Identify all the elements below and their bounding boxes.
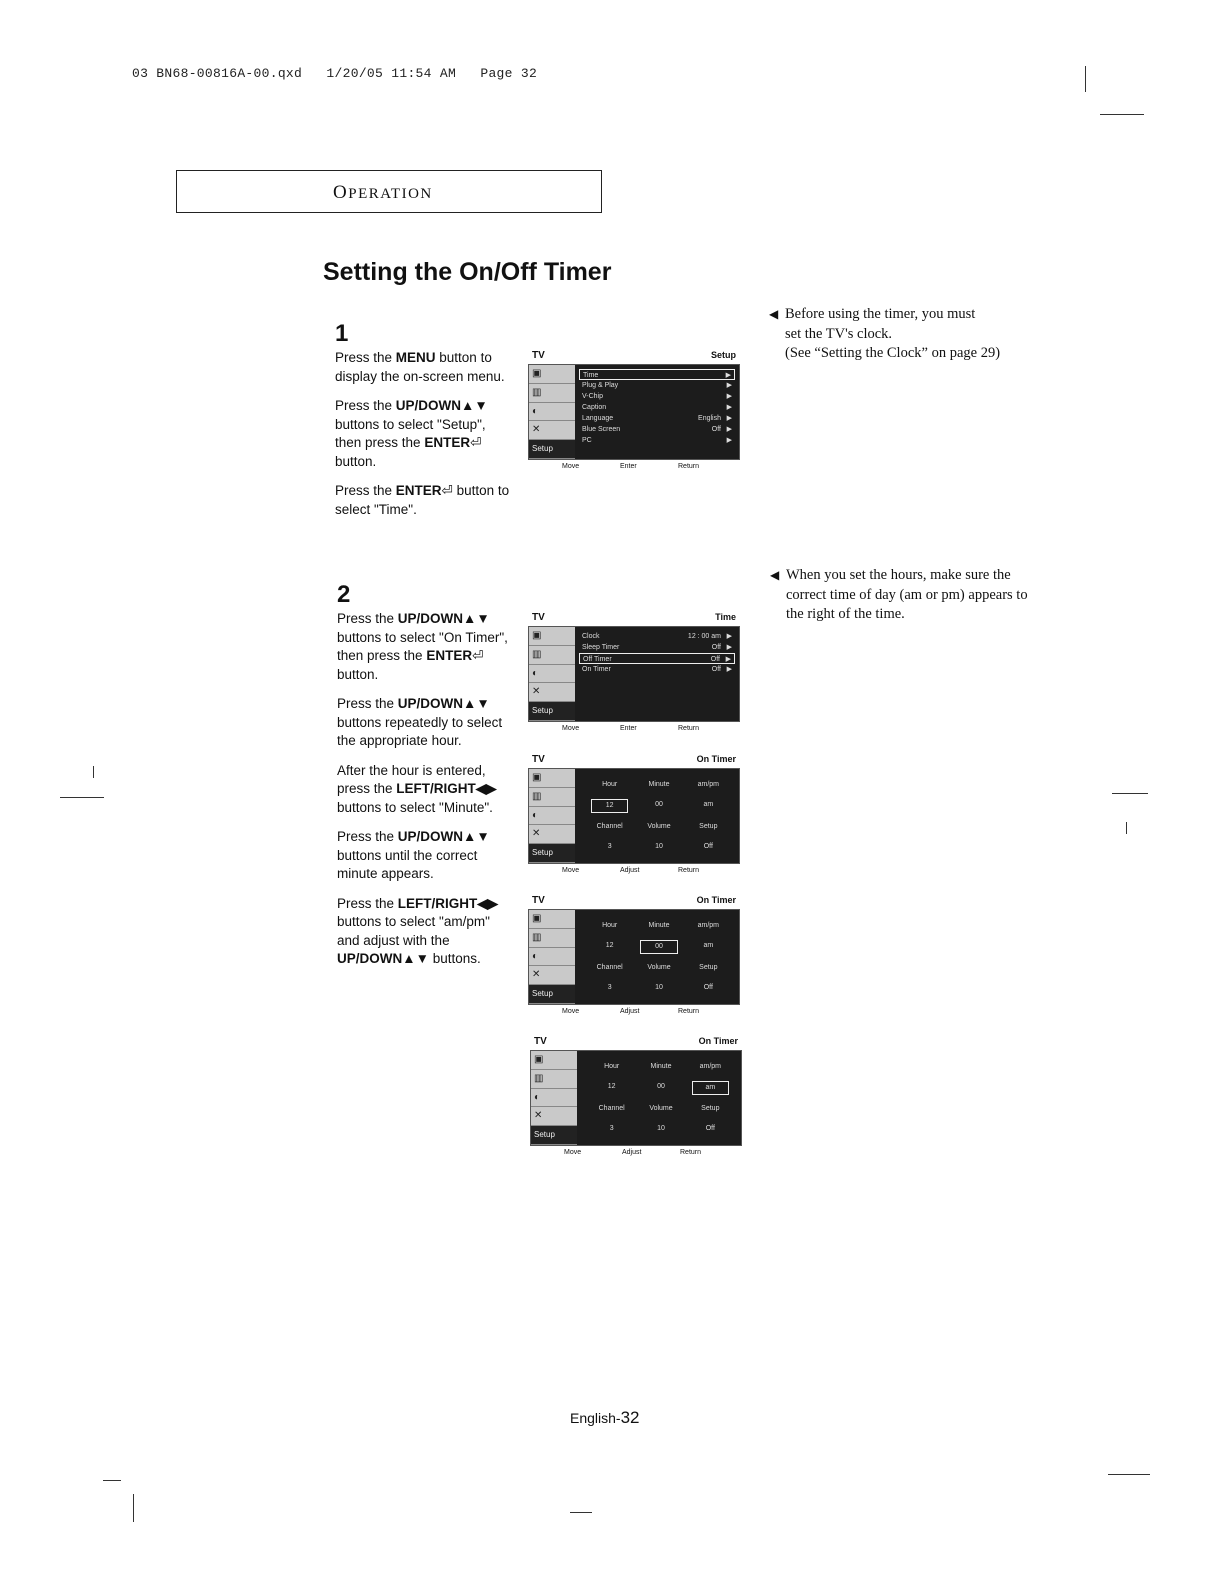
section-title xyxy=(333,182,433,204)
note-clock-line-2: set the TV's clock. xyxy=(785,325,893,342)
sound-icon: ▥ xyxy=(529,929,575,948)
grid-value: 00 xyxy=(655,801,663,808)
pointer-icon: ◀ xyxy=(769,307,779,321)
step-1-instructions xyxy=(335,349,513,530)
sound-icon: ▥ xyxy=(529,788,575,807)
note-clock-line-3: (See “Setting the Clock” on page 29) xyxy=(785,345,1001,361)
grid-header: am/pm xyxy=(699,1063,722,1070)
setup-icon: ✕ xyxy=(529,966,575,985)
page-title: Setting the On/Off Timer xyxy=(323,258,612,286)
picture-icon: ▣ xyxy=(529,910,575,929)
grid-header: Setup xyxy=(701,1105,720,1112)
menu-row: Off Timer Off ▶ xyxy=(579,653,735,664)
menu-row: Sleep Timer Off ▶ xyxy=(582,644,732,651)
pointer-icon: ◀ xyxy=(770,568,780,582)
channel-icon: ◐ xyxy=(529,807,575,826)
grid-header: Setup xyxy=(699,964,718,971)
grid-value: 00 xyxy=(657,1083,665,1090)
tv-label: TV xyxy=(532,754,545,765)
crop-mark xyxy=(93,766,94,778)
grid-header: am/pm xyxy=(697,781,720,788)
screen-footer: Move Enter Return xyxy=(562,463,700,470)
enter-icon: ⏎ xyxy=(472,648,484,663)
menu-icon-column xyxy=(531,1051,577,1145)
setup-tab-icon: Setup xyxy=(529,985,575,1004)
step-2-para-1: Press the UP/DOWN▲▼ buttons to select "On Timer", then press the ENTER⏎ button. xyxy=(337,611,508,682)
channel-icon: ◐ xyxy=(529,665,575,684)
setup-tab-icon: Setup xyxy=(529,702,575,721)
enter-icon: ⏎ xyxy=(470,435,482,450)
step-1-number: 1 xyxy=(335,320,349,347)
note-hours-text: When you set the hours, make sure the correct time of day (am or pm) appears to the right of the time. xyxy=(786,567,1028,622)
screen-body xyxy=(528,768,740,864)
menu-row: PC ▶ xyxy=(582,437,732,444)
grid-value: Off xyxy=(703,843,713,850)
crop-mark xyxy=(1100,114,1144,115)
menu-title: On Timer xyxy=(696,754,736,764)
screen-footer: Move Enter Return xyxy=(562,725,700,732)
picture-icon: ▣ xyxy=(529,769,575,788)
crop-mark xyxy=(60,797,104,798)
setup-tab-icon: Setup xyxy=(531,1126,577,1145)
page-footer xyxy=(570,1408,640,1428)
picture-icon: ▣ xyxy=(531,1051,577,1070)
grid-value: 12 xyxy=(605,942,614,949)
note-clock xyxy=(769,305,1055,364)
screen-header xyxy=(528,612,740,626)
menu-list xyxy=(579,631,735,717)
grid-header: Channel xyxy=(598,1105,625,1112)
grid-value: Off xyxy=(703,984,713,991)
section-title-initial: O xyxy=(333,182,349,203)
menu-icon-column xyxy=(529,910,575,1004)
step-2-para-3: After the hour is entered, press the LEFT/RIGHT◀▶ buttons to select "Minute". xyxy=(337,762,497,815)
timer-grid xyxy=(585,775,733,857)
grid-value: 10 xyxy=(655,843,663,850)
grid-header: Hour xyxy=(602,922,618,929)
setup-tab-icon: Setup xyxy=(529,440,575,459)
sound-icon: ▥ xyxy=(531,1070,577,1089)
screen-body xyxy=(528,909,740,1005)
picture-icon: ▣ xyxy=(529,365,575,384)
menu-icon-column xyxy=(529,769,575,863)
step-2-para-4: Press the UP/DOWN▲▼ buttons until the correct minute appears. xyxy=(337,829,490,881)
grid-value: am xyxy=(703,801,714,808)
page-number: 32 xyxy=(620,1408,640,1427)
crop-mark xyxy=(1108,1474,1150,1475)
grid-header: Channel xyxy=(596,964,623,971)
note-clock-line-1: Before using the timer, you must xyxy=(785,306,976,322)
step-1-para-3: Press the ENTER⏎ button to select "Time". xyxy=(335,483,510,517)
crop-mark xyxy=(570,1512,592,1513)
note-hours xyxy=(770,566,1036,625)
crop-mark xyxy=(1112,793,1148,794)
section-title-rest: PERATION xyxy=(348,186,433,202)
grid-value-selected: 12 xyxy=(591,799,628,813)
step-2-number: 2 xyxy=(337,581,351,608)
grid-header: Minute xyxy=(648,922,670,929)
menu-row: On Timer Off ▶ xyxy=(582,666,732,673)
step-1-para-1: Press the MENU button to display the on-screen menu. xyxy=(335,350,505,384)
screen-time-menu xyxy=(528,612,740,736)
screen-header xyxy=(530,1036,742,1050)
menu-list xyxy=(579,369,735,455)
crop-mark xyxy=(133,1494,134,1522)
tv-label: TV xyxy=(532,895,545,906)
setup-icon: ✕ xyxy=(529,421,575,440)
footer-prefix: English- xyxy=(570,1410,621,1426)
step-2-para-5: Press the LEFT/RIGHT◀▶ buttons to select "am/pm" and adjust with the UP/DOWN▲▼ buttons. xyxy=(337,895,499,966)
timer-grid xyxy=(585,916,733,998)
grid-header: Setup xyxy=(699,823,718,830)
grid-value: 3 xyxy=(609,1125,614,1132)
grid-value-selected: am xyxy=(692,1081,729,1095)
grid-header: Hour xyxy=(602,781,618,788)
menu-title: On Timer xyxy=(698,1036,738,1046)
crop-mark xyxy=(103,1480,121,1481)
enter-icon: ⏎ xyxy=(441,483,453,498)
crop-mark xyxy=(1085,66,1086,92)
grid-value: 10 xyxy=(657,1125,665,1132)
step-1-para-2: Press the UP/DOWN▲▼ buttons to select "Setup", then press the ENTER⏎ button. xyxy=(335,398,488,469)
screen-body xyxy=(528,626,740,722)
crop-mark xyxy=(1126,822,1127,834)
file-header: 03 BN68-00816A-00.qxd 1/20/05 11:54 AM Page 32 xyxy=(132,66,538,81)
menu-row: Clock 12 : 00 am ▶ xyxy=(582,633,732,640)
menu-icon-column xyxy=(529,365,575,459)
menu-icon-column xyxy=(529,627,575,721)
channel-icon: ◐ xyxy=(529,403,575,422)
grid-value: Off xyxy=(705,1125,715,1132)
menu-row: Plug & Play ▶ xyxy=(582,382,732,389)
grid-value: 3 xyxy=(607,984,612,991)
tv-label: TV xyxy=(532,612,545,623)
grid-value: 12 xyxy=(607,1083,616,1090)
channel-icon: ◐ xyxy=(529,948,575,967)
setup-icon: ✕ xyxy=(529,825,575,844)
sound-icon: ▥ xyxy=(529,384,575,403)
screen-footer: Move Adjust Return xyxy=(562,1008,700,1015)
section-header-box xyxy=(176,170,602,213)
screen-header xyxy=(528,895,740,909)
screen-setup-menu xyxy=(528,350,740,474)
grid-header: Volume xyxy=(647,823,671,830)
tv-label: TV xyxy=(532,350,545,361)
screen-footer: Move Adjust Return xyxy=(564,1149,702,1156)
grid-header: am/pm xyxy=(697,922,720,929)
screen-body xyxy=(530,1050,742,1146)
step-2-para-2: Press the UP/DOWN▲▼ buttons repeatedly to select the appropriate hour. xyxy=(337,696,503,748)
grid-header: Minute xyxy=(650,1063,672,1070)
menu-title: Setup xyxy=(710,350,736,360)
grid-header: Minute xyxy=(648,781,670,788)
screen-body xyxy=(528,364,740,460)
menu-row: Time ▶ xyxy=(579,369,735,380)
picture-icon: ▣ xyxy=(529,627,575,646)
menu-row: Language English ▶ xyxy=(582,415,732,422)
grid-header: Hour xyxy=(604,1063,620,1070)
setup-icon: ✕ xyxy=(529,683,575,702)
menu-row: Caption ▶ xyxy=(582,404,732,411)
menu-title: Time xyxy=(715,612,736,622)
menu-row: Blue Screen Off ▶ xyxy=(582,426,732,433)
menu-title: On Timer xyxy=(696,895,736,905)
grid-value: 3 xyxy=(607,843,612,850)
sound-icon: ▥ xyxy=(529,646,575,665)
screen-on-timer-hour xyxy=(528,754,740,878)
screen-header xyxy=(528,754,740,768)
grid-value-selected: 00 xyxy=(640,940,677,954)
screen-on-timer-minute xyxy=(528,895,740,1019)
setup-icon: ✕ xyxy=(531,1107,577,1126)
screen-footer: Move Adjust Return xyxy=(562,867,700,874)
screen-header xyxy=(528,350,740,364)
step-2-instructions xyxy=(337,610,515,980)
grid-header: Volume xyxy=(649,1105,673,1112)
screen-on-timer-ampm xyxy=(530,1036,742,1160)
grid-header: Volume xyxy=(647,964,671,971)
timer-grid xyxy=(587,1057,735,1139)
grid-header: Channel xyxy=(596,823,623,830)
grid-value: am xyxy=(703,942,714,949)
tv-label: TV xyxy=(534,1036,547,1047)
menu-row: V-Chip ▶ xyxy=(582,393,732,400)
setup-tab-icon: Setup xyxy=(529,844,575,863)
grid-value: 10 xyxy=(655,984,663,991)
channel-icon: ◐ xyxy=(531,1089,577,1108)
